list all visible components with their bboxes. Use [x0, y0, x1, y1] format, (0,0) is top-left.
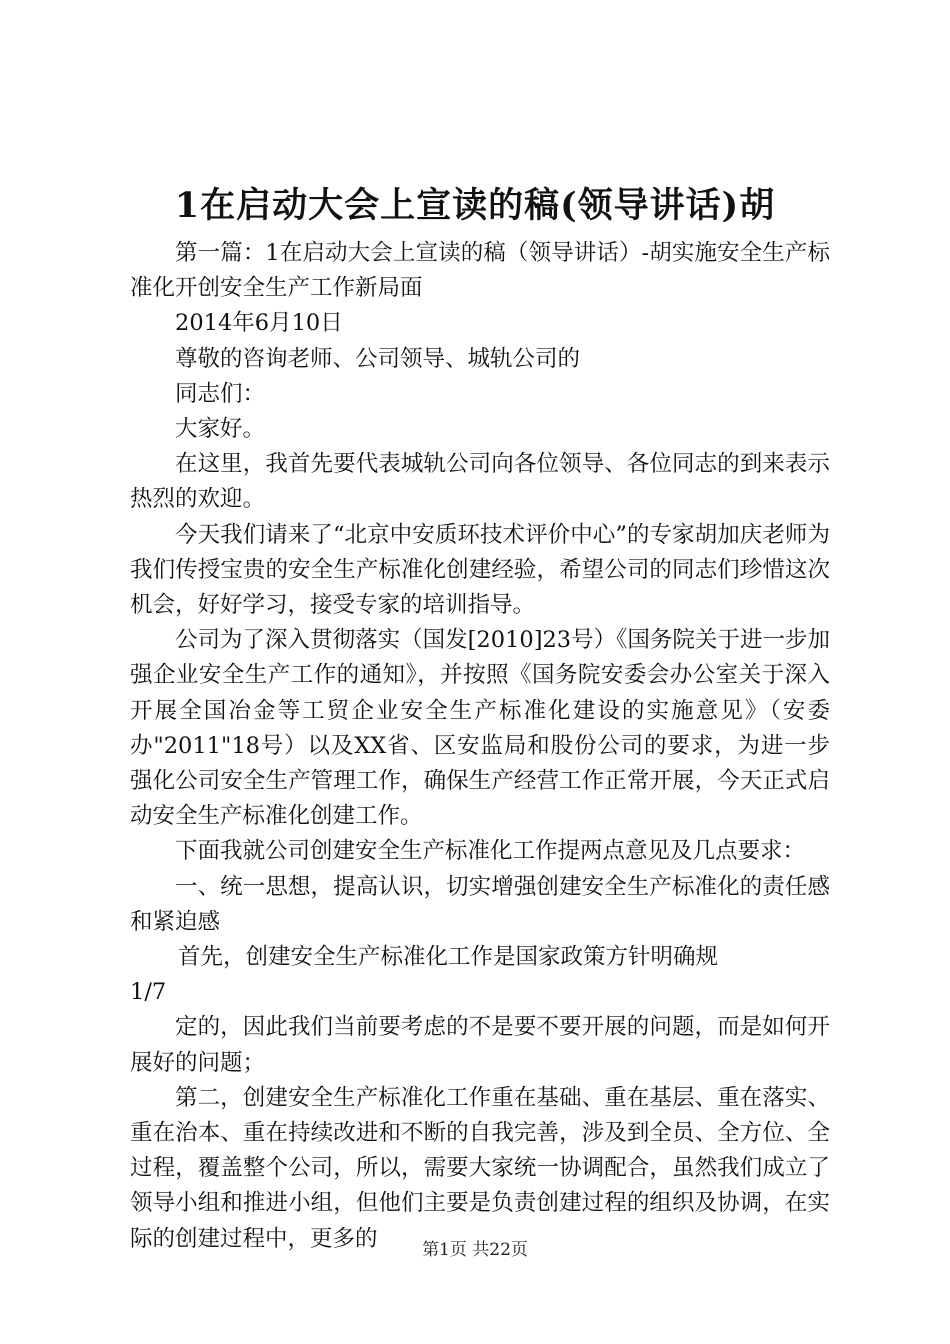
- paragraph-first-continued: 定的，因此我们当前要考虑的不是要不要开展的问题，而是如何开展好的问题；: [130, 1014, 830, 1076]
- paragraph-second: 第二，创建安全生产标准化工作重在基础、重在基层、重在落实、重在治本、重在持续改进和不断的自我完善，涉及到全员、全方位、全过程，覆盖整个公司，所以，需要大家统一协调配合，虽然我们成立了领导小组和推进小组，但他们主要是负责创建过程的组织及协调，在实际的创建过程中，更多的: [130, 1084, 830, 1252]
- paragraph-purpose: 公司为了深入贯彻落实（国发[2010]23号）《国务院关于进一步加强企业安全生产工作的通知》，并按照《国务院安委会办公室关于深入开展全国冶金等工贸企业安全生产标准化建设的实施意见》（安委办"2011"18号）以及XX省、区安监局和股份公司的要求，为进一步强化公司安全生产管理工作，确保生产经营工作正常开展，今天正式启动安全生产标准化创建工作。: [130, 627, 830, 830]
- paragraph-heading: 第一篇：1在启动大会上宣读的稿（领导讲话）-胡实施安全生产标准化开创安全生产工作新局面: [130, 240, 830, 302]
- page-fraction-marker: 1/7: [130, 979, 167, 1006]
- paragraph-comrades: 同志们：: [175, 380, 266, 407]
- paragraph-date: 2014年6月10日: [175, 310, 343, 337]
- paragraph-expert: 今天我们请来了“北京中安质环技术评价中心”的专家胡加庆老师为我们传授宝贵的安全生产标准化创建经验，希望公司的同志们珍惜这次机会，好好学习，接受专家的培训指导。: [130, 521, 830, 619]
- paragraph-first: 首先，创建安全生产标准化工作是国家政策方针明确规: [178, 944, 719, 971]
- document-title: 1在启动大会上宣读的稿(领导讲话)胡: [174, 185, 776, 226]
- paragraph-salutation: 尊敬的咨询老师、公司领导、城轨公司的: [175, 345, 581, 372]
- paragraph-section-one: 一、统一思想，提高认识，切实增强创建安全生产标准化的责任感和紧迫感: [130, 873, 830, 935]
- page-footer: 第1页 共22页: [422, 1240, 528, 1260]
- document-body: [130, 236, 830, 1257]
- paragraph-requirements: 下面我就公司创建安全生产标准化工作提两点意见及几点要求：: [175, 838, 806, 865]
- paragraph-greeting: 大家好。: [175, 416, 266, 443]
- paragraph-welcome: 在这里，我首先要代表城轨公司向各位领导、各位同志的到来表示热烈的欢迎。: [130, 451, 830, 513]
